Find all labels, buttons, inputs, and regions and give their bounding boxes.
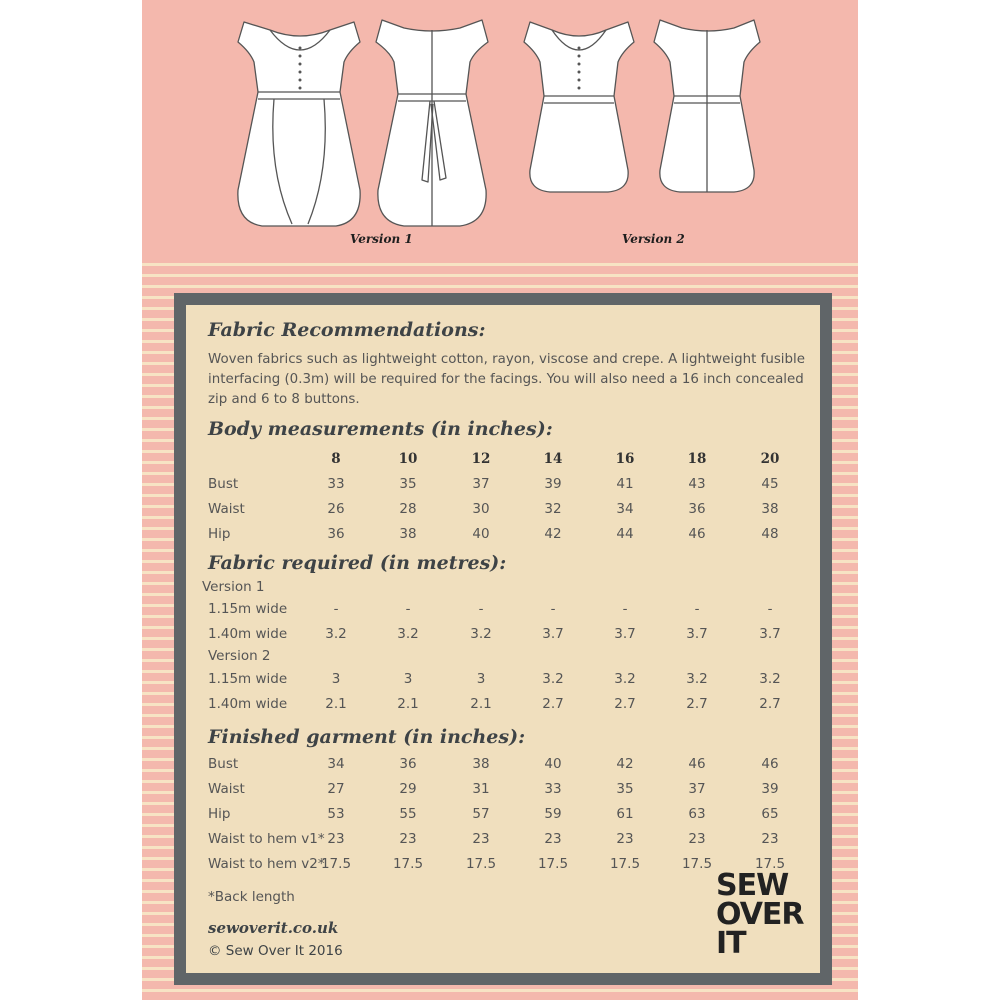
size-20: 20: [760, 451, 780, 467]
cell: 42: [544, 526, 562, 542]
cell: 46: [761, 756, 779, 772]
table-row: [208, 526, 828, 548]
row-label: Hip: [208, 806, 231, 822]
table-row: [208, 831, 828, 853]
dress-illustrations: [142, 0, 858, 255]
cell: 17.5: [681, 856, 713, 872]
cell: 48: [761, 526, 779, 542]
table-row: [208, 626, 828, 648]
cell: 42: [616, 756, 634, 772]
row-label: 1.40m wide: [208, 696, 288, 712]
size-16: 16: [615, 451, 635, 467]
cell: 23: [761, 831, 779, 847]
cell: 3.2: [686, 671, 708, 687]
cell: 38: [472, 756, 490, 772]
cell: 57: [472, 806, 490, 822]
cell: -: [694, 601, 700, 617]
cell: 3.7: [542, 626, 564, 642]
cell: 3.7: [686, 626, 708, 642]
size-14: 14: [543, 451, 563, 467]
row-label: Bust: [208, 476, 239, 492]
cell: 2.1: [325, 696, 347, 712]
cell: -: [550, 601, 556, 617]
logo-line-1: SEW: [716, 868, 789, 903]
cell: 43: [688, 476, 706, 492]
cell: 3: [331, 671, 341, 687]
table-row: [208, 781, 828, 803]
cell: 61: [616, 806, 634, 822]
cell: 2.7: [759, 696, 781, 712]
cell: 40: [544, 756, 562, 772]
size-10: 10: [398, 451, 418, 467]
cell: 46: [688, 756, 706, 772]
row-label: Hip: [208, 526, 231, 542]
cell: 17.5: [754, 856, 786, 872]
cell: -: [622, 601, 628, 617]
cell: 17.5: [465, 856, 497, 872]
cell: 23: [616, 831, 634, 847]
cell: 35: [399, 476, 417, 492]
size-12: 12: [471, 451, 491, 467]
cell: 37: [472, 476, 490, 492]
copyright-text: © Sew Over It 2016: [208, 943, 343, 959]
back-length-note: *Back length: [208, 889, 295, 905]
cell: 3.2: [542, 671, 564, 687]
cell: 2.1: [397, 696, 419, 712]
row-label: 1.40m wide: [208, 626, 288, 642]
cell: 39: [544, 476, 562, 492]
cell: 38: [761, 501, 779, 517]
table-row: [208, 501, 828, 523]
website-link[interactable]: sewoverit.co.uk: [208, 919, 339, 937]
cell: 28: [399, 501, 417, 517]
cell: -: [478, 601, 484, 617]
cell: 26: [327, 501, 345, 517]
row-label: Bust: [208, 756, 239, 772]
cell: 29: [399, 781, 417, 797]
cell: 41: [616, 476, 634, 492]
cell: 2.7: [542, 696, 564, 712]
cell: 35: [616, 781, 634, 797]
cell: -: [333, 601, 339, 617]
cell: 17.5: [320, 856, 352, 872]
cell: 2.7: [614, 696, 636, 712]
cell: 27: [327, 781, 345, 797]
cell: 34: [327, 756, 345, 772]
cell: 23: [399, 831, 417, 847]
cell: 3.7: [614, 626, 636, 642]
cell: 44: [616, 526, 634, 542]
cell: 3.2: [325, 626, 347, 642]
cell: 63: [688, 806, 706, 822]
cell: 23: [327, 831, 345, 847]
cell: 23: [472, 831, 490, 847]
cell: 36: [327, 526, 345, 542]
cell: 34: [616, 501, 634, 517]
cell: 36: [688, 501, 706, 517]
cell: 32: [544, 501, 562, 517]
version-1-label: Version 1: [350, 232, 413, 246]
cell: 3.2: [470, 626, 492, 642]
table-row: [208, 756, 828, 778]
table-row: [208, 696, 828, 718]
cell: 2.1: [470, 696, 492, 712]
table-row: [208, 806, 828, 828]
table-row: [208, 476, 828, 498]
cell: 3.2: [614, 671, 636, 687]
logo-line-3: IT: [716, 926, 746, 961]
cell: 23: [544, 831, 562, 847]
cell: -: [767, 601, 773, 617]
body-measurements-heading: Body measurements (in inches):: [208, 418, 553, 440]
finished-garment-heading: Finished garment (in inches):: [208, 726, 526, 748]
row-label: 1.15m wide: [208, 671, 288, 687]
size-8: 8: [331, 451, 341, 467]
cell: 36: [399, 756, 417, 772]
cell: 3.2: [759, 671, 781, 687]
pattern-back-card: [142, 0, 858, 1000]
table-row: [208, 601, 828, 623]
cell: 23: [688, 831, 706, 847]
cell: 38: [399, 526, 417, 542]
cell: 17.5: [392, 856, 424, 872]
size-18: 18: [687, 451, 707, 467]
logo-line-2: OVER: [716, 897, 804, 932]
cell: 46: [688, 526, 706, 542]
cell: 65: [761, 806, 779, 822]
cell: 40: [472, 526, 490, 542]
cell: 31: [472, 781, 490, 797]
cell: 2.7: [686, 696, 708, 712]
row-label: Waist to hem v2*: [208, 856, 325, 872]
version-2-label: Version 2: [622, 232, 685, 246]
fabric-recommendations-heading: Fabric Recommendations:: [208, 319, 486, 341]
version-2-subheading: Version 2: [208, 648, 271, 664]
cell: -: [405, 601, 411, 617]
cell: 3: [403, 671, 413, 687]
row-label: Waist: [208, 781, 245, 797]
version-1-subheading: Version 1: [202, 579, 265, 595]
cell: 39: [761, 781, 779, 797]
size-header-row: [208, 451, 828, 473]
cell: 33: [544, 781, 562, 797]
row-label: Waist to hem v1*: [208, 831, 325, 847]
cell: 37: [688, 781, 706, 797]
row-label: 1.15m wide: [208, 601, 288, 617]
table-row: [208, 671, 828, 693]
cell: 53: [327, 806, 345, 822]
cell: 3.2: [397, 626, 419, 642]
cell: 33: [327, 476, 345, 492]
info-panel-frame: [174, 293, 832, 985]
cell: 17.5: [609, 856, 641, 872]
fabric-required-heading: Fabric required (in metres):: [208, 552, 507, 574]
cell: 3.7: [759, 626, 781, 642]
cell: 17.5: [537, 856, 569, 872]
cell: 30: [472, 501, 490, 517]
cell: 55: [399, 806, 417, 822]
row-label: Waist: [208, 501, 245, 517]
cell: 45: [761, 476, 779, 492]
cell: 59: [544, 806, 562, 822]
info-panel: [186, 305, 820, 973]
fabric-recommendations-text: Woven fabrics such as lightweight cotton, rayon, viscose and crepe. A lightweight fusible interfacing (0.3m) will be required for the facings. You will also need a 16 inch concealed zip and 6 to 8 buttons.: [208, 352, 805, 407]
dress-v1-front: [238, 22, 360, 226]
sew-over-it-logo: [716, 868, 816, 961]
cell: 3: [476, 671, 486, 687]
